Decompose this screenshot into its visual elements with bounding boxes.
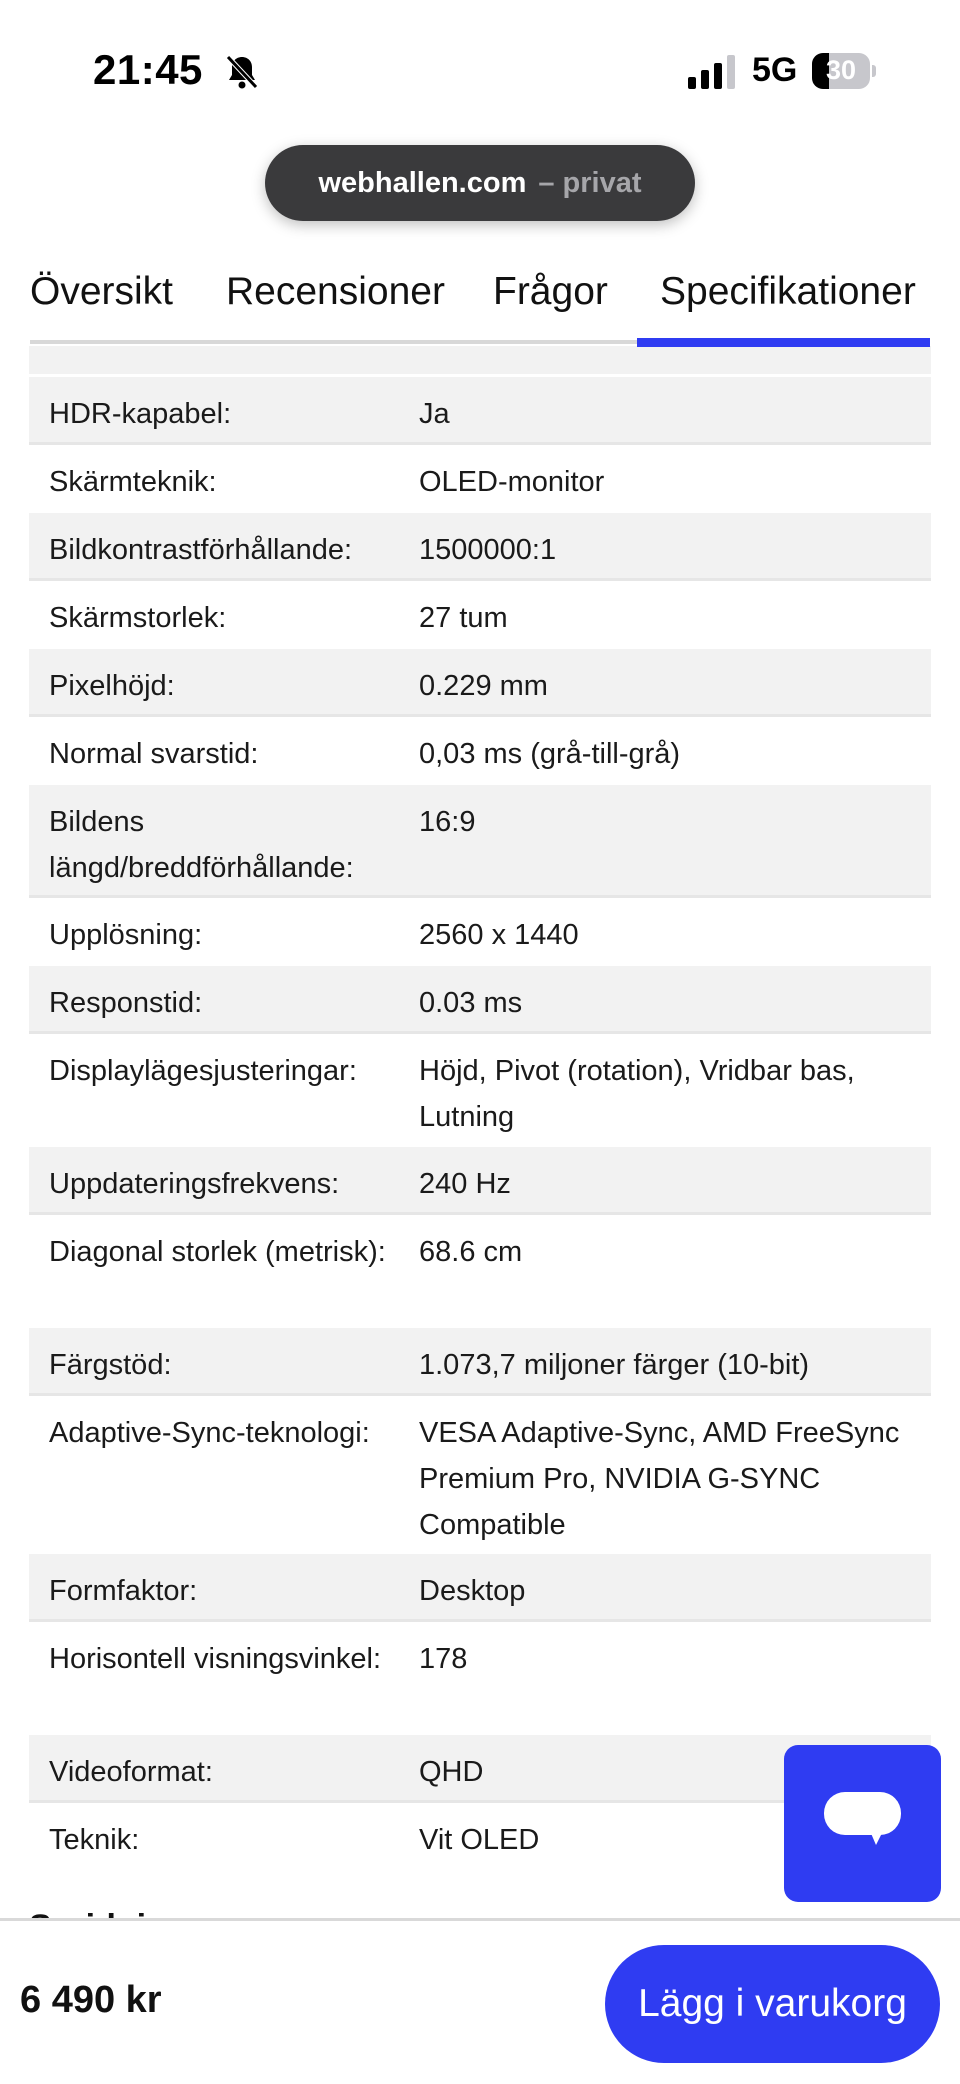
- cellular-signal-icon: [688, 55, 738, 89]
- spec-key: Videoformat:: [49, 1756, 213, 1788]
- spec-value: 0,03 ms (grå-till-grå): [419, 738, 681, 770]
- spec-key: Teknik:: [49, 1824, 140, 1856]
- spec-key: Pixelhöjd:: [49, 670, 175, 702]
- spec-value: OLED-monitor: [419, 466, 605, 498]
- tab-fragor[interactable]: Frågor: [493, 270, 608, 313]
- spec-value: Höjd, Pivot (rotation), Vridbar bas, Lutning: [419, 1055, 855, 1133]
- bell-muted-icon: [222, 52, 262, 92]
- product-tabs: [0, 250, 960, 346]
- tabs-divider: [30, 340, 637, 344]
- spec-key: Bildkontrastförhållande:: [49, 534, 353, 566]
- table-row: [29, 782, 931, 895]
- status-time: 21:45: [93, 46, 203, 93]
- spec-value: Ja: [419, 398, 450, 430]
- table-row: [29, 442, 931, 510]
- tab-specifikationer[interactable]: Specifikationer: [660, 270, 916, 313]
- table-row: [29, 714, 931, 782]
- spec-value: VESA Adaptive-Sync, AMD FreeSync Premium Pro, NVIDIA G-SYNC Compatible: [419, 1417, 900, 1541]
- spec-value: 2560 x 1440: [419, 919, 579, 951]
- spec-value: QHD: [419, 1756, 484, 1788]
- tab-oversikt[interactable]: Översikt: [30, 270, 174, 313]
- spec-value: 68.6 cm: [419, 1236, 523, 1268]
- spec-key: Diagonal storlek (metrisk):: [49, 1236, 386, 1268]
- table-row: [29, 1031, 931, 1144]
- price: 6 490 kr: [20, 1979, 162, 2021]
- spec-key: Formfaktor:: [49, 1575, 198, 1607]
- spec-key: Bildens längd/breddförhållande:: [49, 806, 354, 884]
- spec-key: Responstid:: [49, 987, 203, 1019]
- chat-bubble-icon: [784, 1745, 941, 1902]
- battery-level: 30: [825, 55, 857, 85]
- table-row: [29, 1144, 931, 1212]
- add-to-cart-button[interactable]: Lägg i varukorg: [605, 1945, 940, 2063]
- tab-recensioner[interactable]: Recensioner: [226, 270, 445, 313]
- spec-value: 0.03 ms: [419, 987, 523, 1019]
- table-row: [29, 895, 931, 963]
- spec-value: Desktop: [419, 1575, 526, 1607]
- spec-key: Skärmstorlek:: [49, 602, 227, 634]
- table-row: [29, 510, 931, 578]
- spec-value: 178: [419, 1643, 468, 1675]
- spec-key: Horisontell visningsvinkel:: [49, 1643, 382, 1675]
- spec-key: Adaptive-Sync-teknologi:: [49, 1417, 370, 1449]
- spec-value: 0.229 mm: [419, 670, 548, 702]
- spec-key: Färgstöd:: [49, 1349, 172, 1381]
- spec-value: 1500000:1: [419, 534, 557, 566]
- url-domain: webhallen.com: [318, 166, 527, 199]
- chat-button[interactable]: [784, 1745, 941, 1902]
- table-row: [29, 1619, 931, 1732]
- spec-key: Upplösning:: [49, 919, 203, 951]
- table-row: [29, 578, 931, 646]
- table-row: [29, 1551, 931, 1619]
- network-type: 5G: [752, 51, 798, 89]
- spec-key: HDR-kapabel:: [49, 398, 232, 430]
- spec-value: Vit OLED: [419, 1824, 540, 1856]
- table-row: [29, 1325, 931, 1393]
- spec-value: 16:9: [419, 806, 476, 838]
- spec-value: 240 Hz: [419, 1168, 511, 1200]
- address-bar[interactable]: [265, 145, 695, 221]
- table-row: [29, 374, 931, 442]
- active-tab-indicator: [637, 338, 930, 347]
- spec-key: Uppdateringsfrekvens:: [49, 1168, 340, 1200]
- table-row: [29, 1212, 931, 1325]
- table-row: [29, 963, 931, 1031]
- battery-icon: [812, 53, 876, 89]
- spec-value: 27 tum: [419, 602, 508, 634]
- spec-key: Normal svarstid:: [49, 738, 259, 770]
- status-bar: [0, 0, 960, 140]
- purchase-bar: [0, 1918, 960, 2084]
- spec-key: Skärmteknik:: [49, 466, 217, 498]
- table-row: [29, 1393, 931, 1551]
- spec-value: 1.073,7 miljoner färger (10-bit): [419, 1349, 810, 1381]
- private-mode-label: – privat: [538, 166, 642, 199]
- spec-table: [29, 310, 931, 1880]
- spec-key: Displaylägesjusteringar:: [49, 1055, 357, 1087]
- table-row: [29, 646, 931, 714]
